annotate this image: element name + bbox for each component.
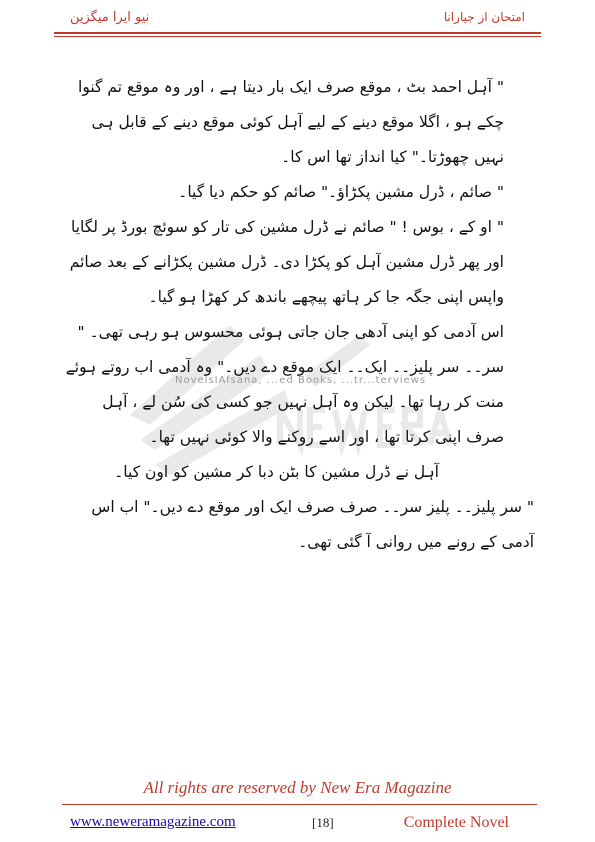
rights-notice: All rights are reserved by New Era Magazine bbox=[143, 778, 452, 797]
header-rule-thin bbox=[54, 36, 541, 37]
paragraph-6: " سر پلیز۔۔ پلیز سر۔۔ صرف صرف ایک اور موقع دے دیں۔" اب اس آدمی کے رونے میں روانی آ گئی تھی۔ bbox=[91, 498, 534, 551]
watermark-text: NovelsIAfsana, ...ed Books, ...tr...terviews bbox=[175, 375, 427, 386]
paragraph-1: " آہل احمد بٹ ، موقع صرف ایک بار دیتا ہے ، اور وہ موقع تم گنوا چکے ہو ، اگلا موقع دینے کے لیے آہل کوئی موقع دینے کے قابل ہی نہیں چھوڑتا۔" کیا انداز تھا اس کا۔ bbox=[78, 78, 504, 166]
header-rule bbox=[54, 32, 541, 34]
paragraph-3: " او کے ، بوس ! " صائم نے ڈرل مشین کی تار کو سوئچ بورڈ پر لگایا اور پھر ڈرل مشین آہل کو پکڑا دی۔ ڈرل مشین پکڑانے کے بعد صائم واپس اپنی جگہ جا کر ہاتھ پیچھے باندھ کر کھڑا ہو گیا۔ bbox=[69, 218, 504, 306]
complete-novel-label: Complete Novel bbox=[403, 814, 509, 831]
paragraph-4: اس آدمی کو اپنی آدھی جان جاتی ہوئی محسوس ہو رہی تھی۔ " سر۔۔ سر پلیز۔۔ ایک۔۔ ایک موقع دے دیں۔" وہ آدمی اب روتے ہوئے منت کر رہا تھا۔ لیکن وہ آہل نہیں جو کسی کی سُن لے ، آہل صرف اپنی کرتا تھا ، اور اسے روکنے والا کوئی نہیں تھا۔ bbox=[65, 323, 504, 446]
magazine-name: نیو ایرا میگزین bbox=[70, 10, 150, 25]
page-number: [18] bbox=[312, 815, 334, 830]
website-link[interactable]: www.neweramagazine.com bbox=[70, 814, 236, 830]
novel-title: امتحان از جیارانا bbox=[443, 10, 525, 24]
paragraph-5: آہل نے ڈرل مشین کا بٹن دبا کر مشین کو اون کیا۔ bbox=[114, 463, 439, 481]
novel-text bbox=[62, 70, 534, 560]
paragraph-2: " صائم ، ڈرل مشین پکڑاؤ۔" صائم کو حکم دیا گیا۔ bbox=[178, 183, 504, 201]
footer-rule bbox=[62, 804, 537, 805]
